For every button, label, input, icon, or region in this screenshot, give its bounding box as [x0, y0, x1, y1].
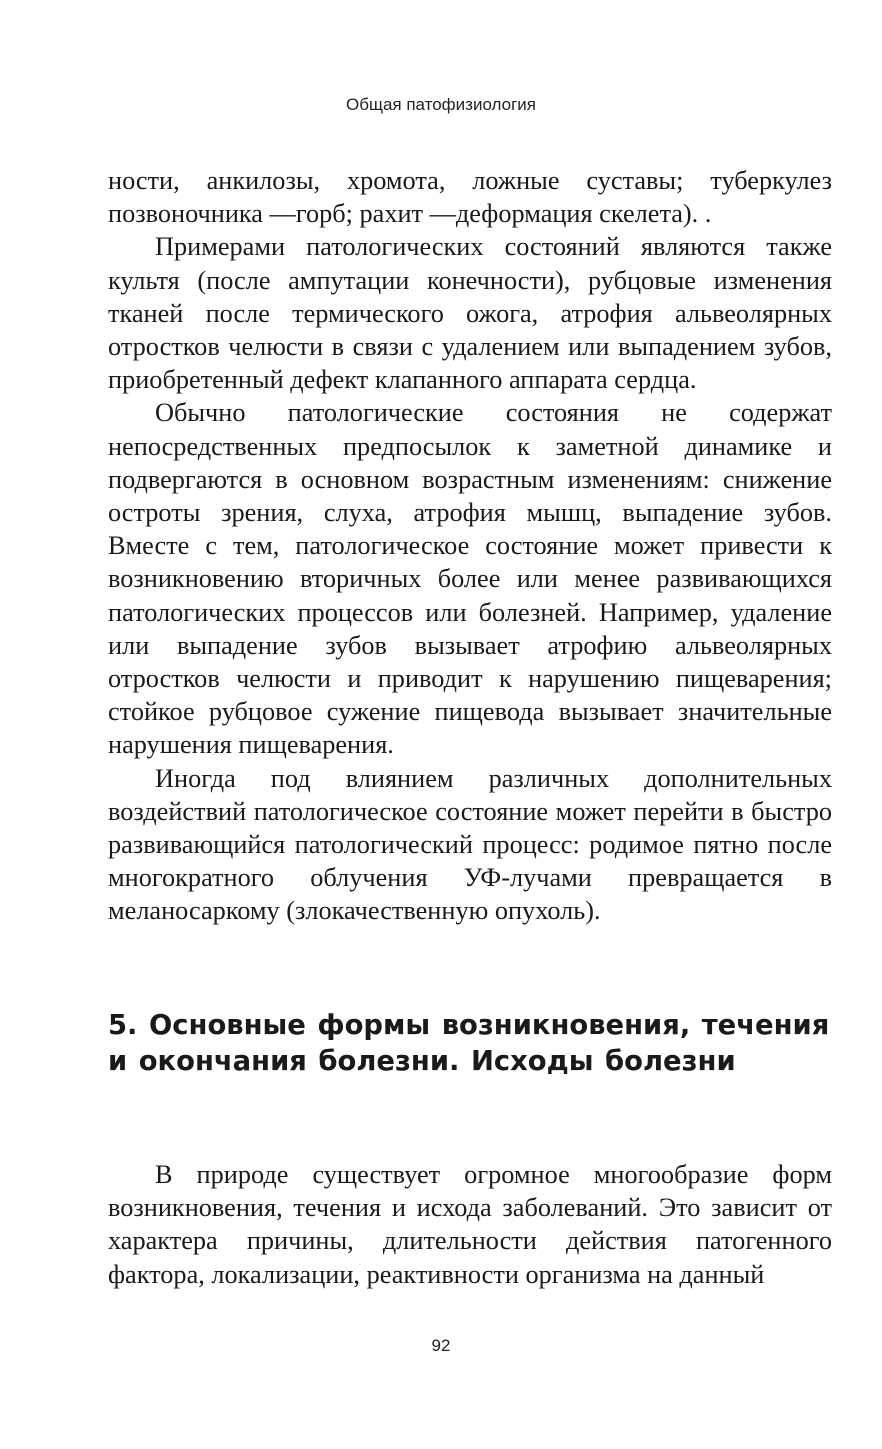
paragraph: В природе существует огромное многообразие форм возникновения, течения и исхода заболеваний. Это зависит от характера причины, длительности действия патогенного фактора, локализации, реактивности организма на данный: [108, 1160, 832, 1289]
section-heading: 5. Основные формы возникновения, течения и окончания болезни. Исходы болезни: [108, 1010, 830, 1077]
page-number: 92: [431, 1336, 451, 1355]
paragraph-continuation: ности, анкилозы, хромота, ложные суставы; туберкулез позвоночника —горб; рахит —деформация скелета). .: [108, 166, 832, 229]
paragraph: Примерами патологических состояний являются также культя (после ампутации конечности), рубцовые изменения тканей после термического ожога, атрофия альвеолярных отростков челюсти в связи с удалением или выпадением зубов, приобретенный дефект клапанного аппарата сердца.: [108, 232, 832, 395]
running-head: Общая патофизиология: [346, 95, 536, 114]
body-text-top: [108, 164, 832, 928]
body-text-bottom: [108, 1158, 832, 1291]
paragraph: Иногда под влиянием различных дополнительных воздействий патологическое состояние может перейти в быстро развивающийся патологический процесс: родимое пятно после многократного облучения УФ-лучами превращается в меланосаркому (злокачественную опухоль).: [108, 763, 832, 926]
paragraph: Обычно патологические состояния не содержат непосредственных предпосылок к заметной динамике и подвергаются в основном возрастным изменениям: снижение остроты зрения, слуха, атрофия мышц, выпадение зубов. Вместе с тем, патологическое состояние может привести к возникновению вторичных более или менее развивающихся патологических процессов или болезней. Например, удаление или выпадение зубов вызывает атрофию альвеолярных отростков челюсти и приводит к нарушению пищеварения; стойкое рубцовое сужение пищевода вызывает значительные нарушения пищеварения.: [108, 398, 832, 760]
